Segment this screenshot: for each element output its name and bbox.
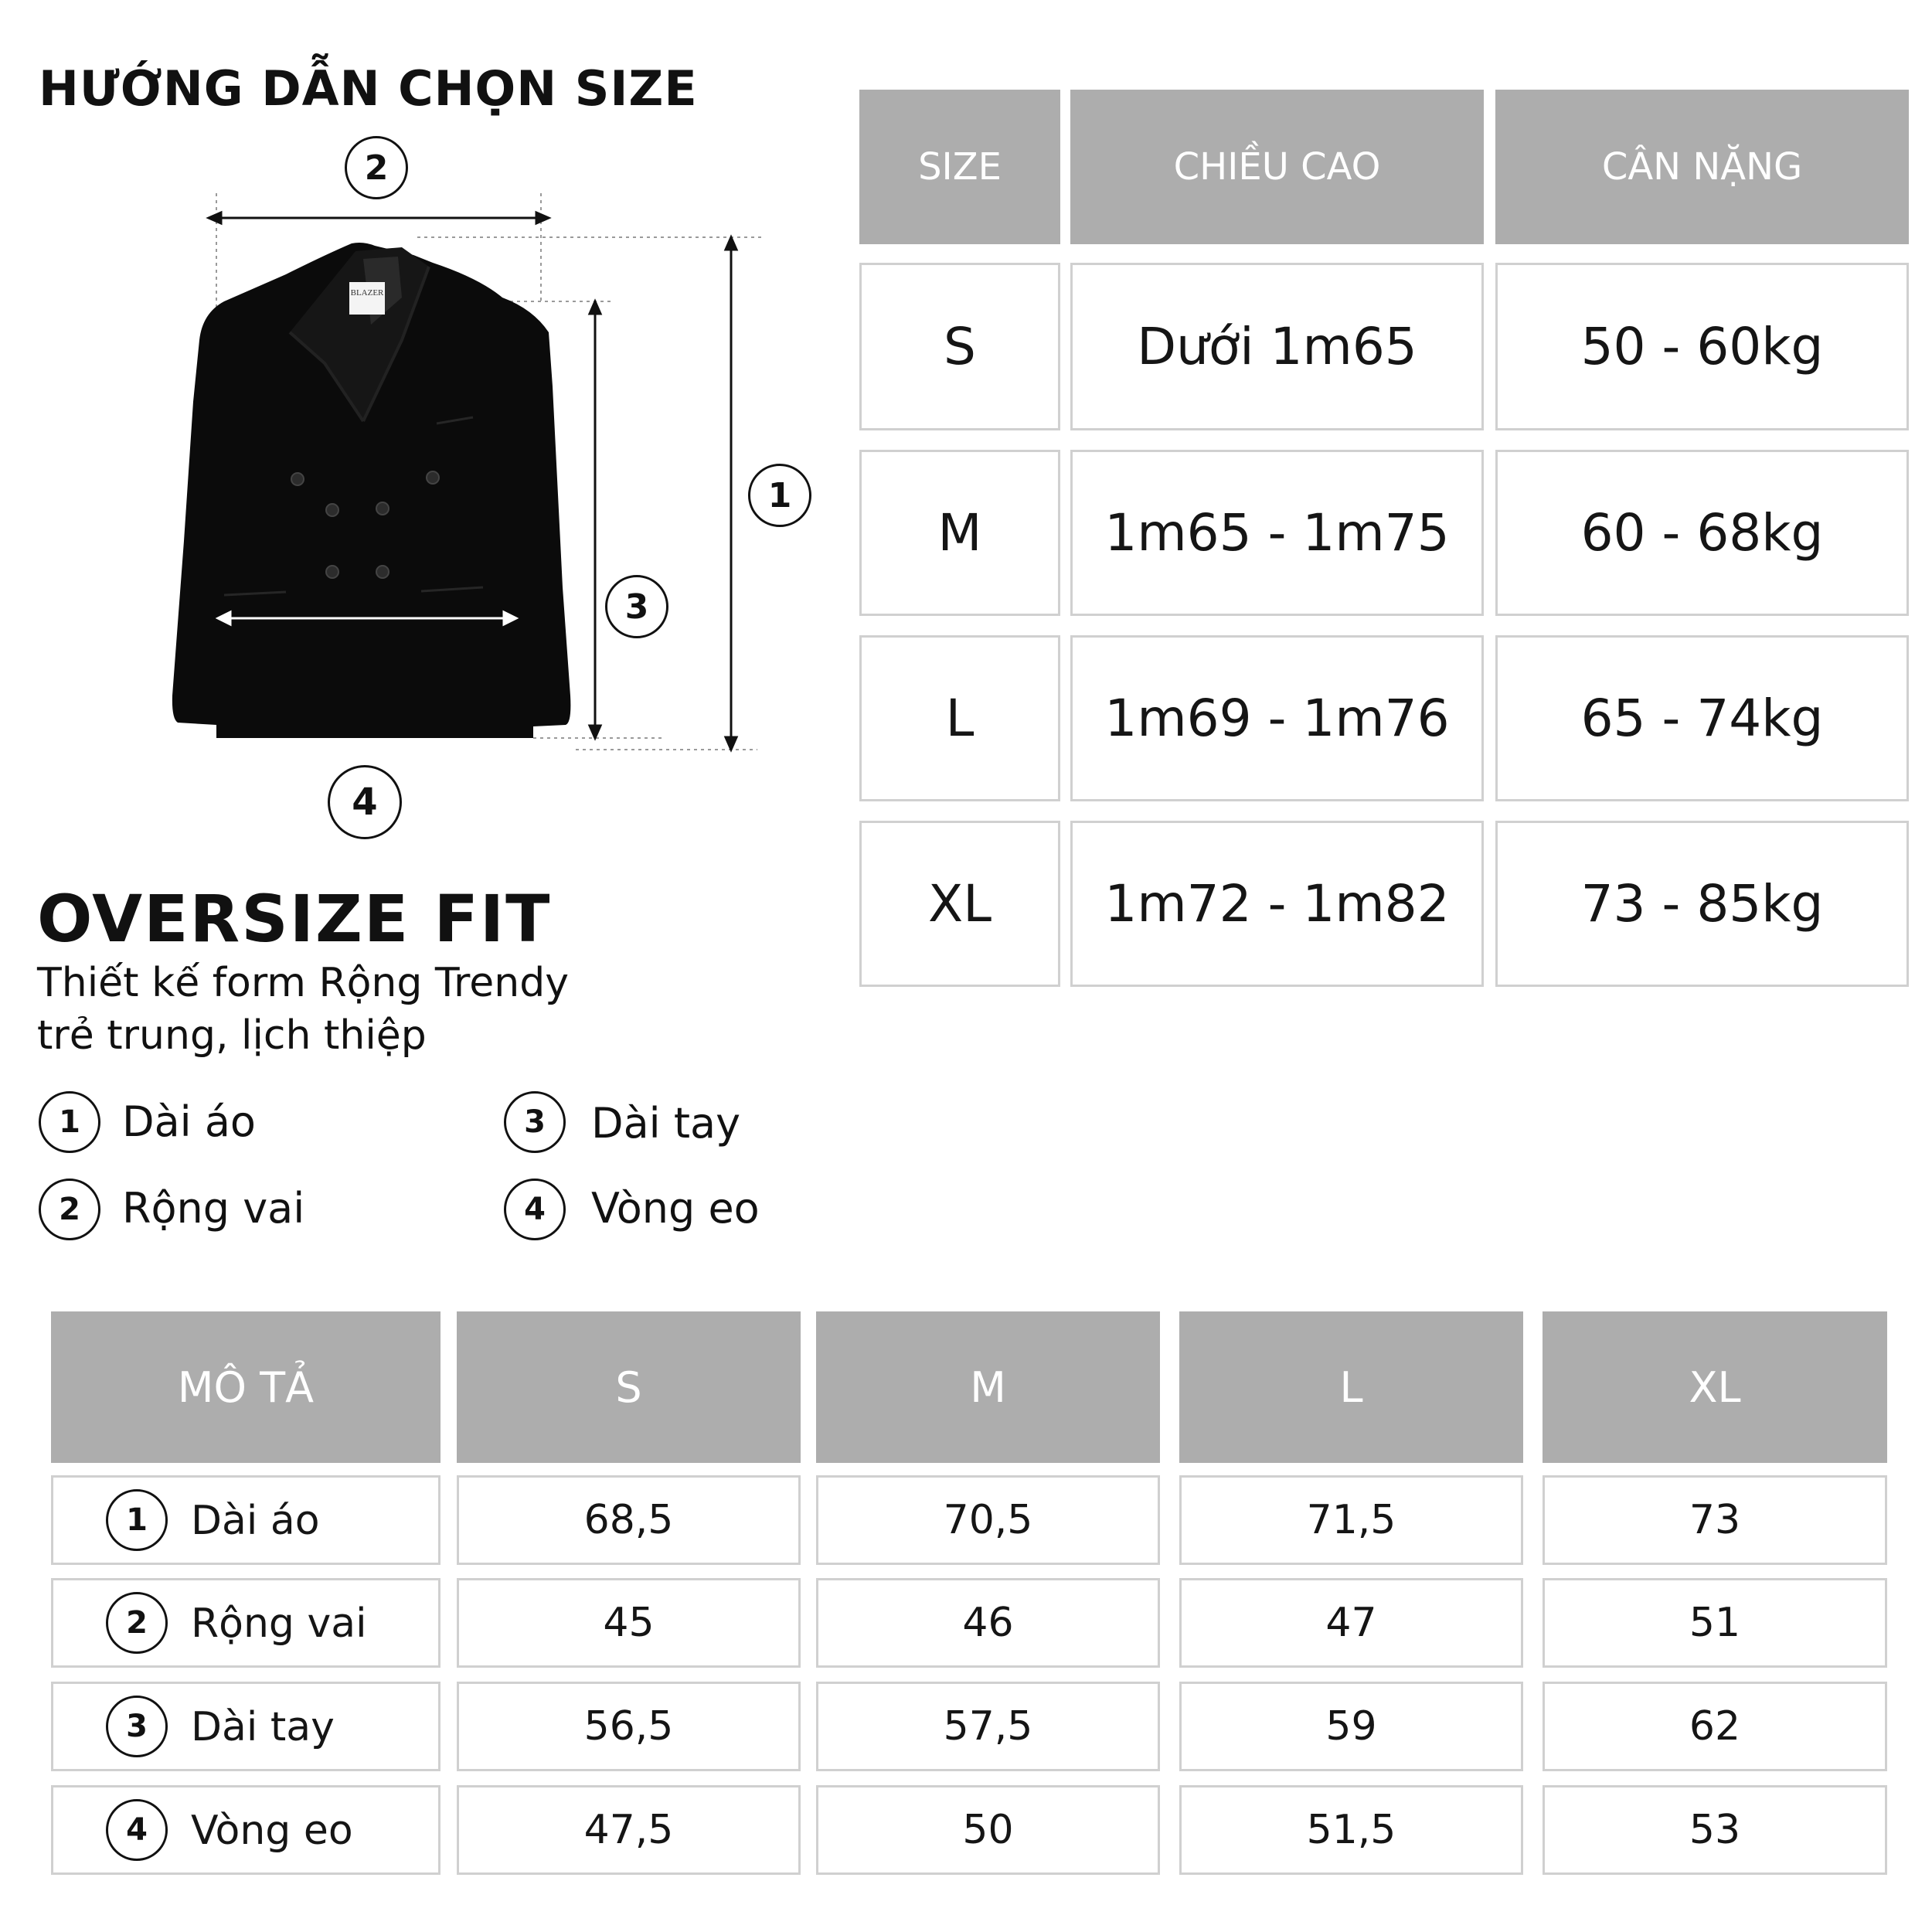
value-cell: 45 bbox=[457, 1578, 801, 1668]
weight-cell: 60 - 68kg bbox=[1495, 450, 1909, 616]
legend-label-2: Rộng vai bbox=[122, 1184, 305, 1233]
legend-num-3: 3 bbox=[504, 1091, 566, 1153]
marker-2: 2 bbox=[345, 136, 408, 199]
fit-description bbox=[37, 957, 569, 1062]
size-s-header: S bbox=[457, 1311, 801, 1463]
value-cell: 62 bbox=[1543, 1682, 1887, 1771]
value-cell: 68,5 bbox=[457, 1475, 801, 1565]
size-cell: M bbox=[859, 450, 1060, 616]
marker-3: 3 bbox=[605, 575, 668, 638]
size-l-header: L bbox=[1179, 1311, 1523, 1463]
height-cell: 1m72 - 1m82 bbox=[1070, 821, 1484, 987]
height-cell: Dưới 1m65 bbox=[1070, 263, 1484, 430]
value-cell: 59 bbox=[1179, 1682, 1523, 1771]
fit-desc-line-1: Thiết kế form Rộng Trendy bbox=[37, 960, 570, 1006]
value-cell: 53 bbox=[1543, 1785, 1887, 1875]
row-num-icon: 3 bbox=[106, 1696, 168, 1757]
jacket-diagram bbox=[0, 0, 850, 866]
height-cell: 1m69 - 1m76 bbox=[1070, 635, 1484, 801]
table-row-label bbox=[51, 1475, 440, 1565]
row-label: Vòng eo bbox=[191, 1808, 353, 1854]
weight-cell: 50 - 60kg bbox=[1495, 263, 1909, 430]
value-cell: 56,5 bbox=[457, 1682, 801, 1771]
size-cell: S bbox=[859, 263, 1060, 430]
legend-num-4: 4 bbox=[504, 1179, 566, 1240]
size-header: SIZE bbox=[859, 90, 1060, 244]
size-cell: L bbox=[859, 635, 1060, 801]
weight-cell: 73 - 85kg bbox=[1495, 821, 1909, 987]
value-cell: 51,5 bbox=[1179, 1785, 1523, 1875]
legend-label-1: Dài áo bbox=[122, 1097, 256, 1146]
legend-num-2: 2 bbox=[39, 1179, 100, 1240]
height-header: CHIỀU CAO bbox=[1070, 90, 1484, 244]
value-cell: 47 bbox=[1179, 1578, 1523, 1668]
desc-header: MÔ TẢ bbox=[51, 1311, 440, 1463]
value-cell: 57,5 bbox=[816, 1682, 1160, 1771]
legend-num-1: 1 bbox=[39, 1091, 100, 1153]
height-cell: 1m65 - 1m75 bbox=[1070, 450, 1484, 616]
value-cell: 47,5 bbox=[457, 1785, 801, 1875]
table-row-label bbox=[51, 1682, 440, 1771]
value-cell: 50 bbox=[816, 1785, 1160, 1875]
table-row-label bbox=[51, 1785, 440, 1875]
value-cell: 73 bbox=[1543, 1475, 1887, 1565]
size-xl-header: XL bbox=[1543, 1311, 1887, 1463]
size-cell: XL bbox=[859, 821, 1060, 987]
marker-1: 1 bbox=[748, 464, 811, 527]
value-cell: 51 bbox=[1543, 1578, 1887, 1668]
table-row-label bbox=[51, 1578, 440, 1668]
size-m-header: M bbox=[816, 1311, 1160, 1463]
page-title: HƯỚNG DẪN CHỌN SIZE bbox=[39, 60, 698, 117]
legend-label-4: Vòng eo bbox=[591, 1184, 760, 1233]
label-tag-text: BLAZER bbox=[350, 288, 384, 298]
fit-desc-line-2: trẻ trung, lịch thiệp bbox=[37, 1012, 427, 1059]
weight-cell: 65 - 74kg bbox=[1495, 635, 1909, 801]
value-cell: 70,5 bbox=[816, 1475, 1160, 1565]
marker-4: 4 bbox=[328, 765, 402, 839]
jacket-shape bbox=[172, 243, 571, 738]
fit-title: OVERSIZE FIT bbox=[37, 881, 552, 957]
value-cell: 71,5 bbox=[1179, 1475, 1523, 1565]
row-label: Dài tay bbox=[191, 1704, 335, 1750]
legend-label-3: Dài tay bbox=[591, 1099, 741, 1148]
weight-header: CÂN NẶNG bbox=[1495, 90, 1909, 244]
value-cell: 46 bbox=[816, 1578, 1160, 1668]
row-label: Rộng vai bbox=[191, 1600, 367, 1647]
row-num-icon: 4 bbox=[106, 1799, 168, 1861]
row-num-icon: 2 bbox=[106, 1592, 168, 1654]
row-num-icon: 1 bbox=[106, 1489, 168, 1551]
row-label: Dài áo bbox=[191, 1498, 320, 1544]
